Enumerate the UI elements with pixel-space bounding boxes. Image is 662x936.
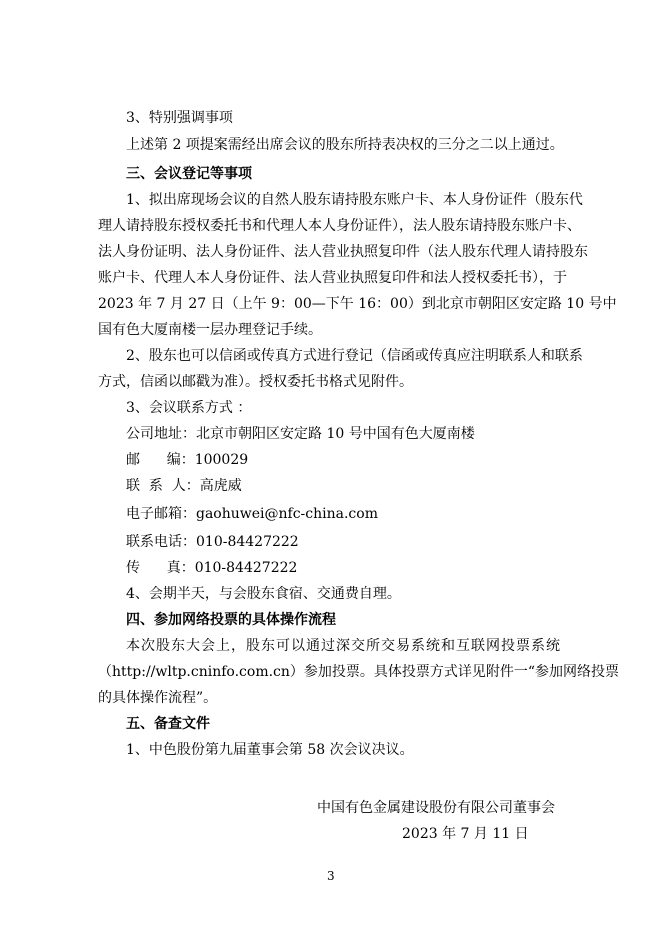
signature-company: 中国有色金属建设股份有限公司董事会: [317, 800, 555, 816]
contact-address: 公司地址：北京市朝阳区安定路 10 号中国有色大厦南楼: [126, 426, 475, 442]
reg-item1-line3: 法人身份证明、法人身份证件、法人营业执照复印件（法人股东代理人请持股东: [98, 244, 588, 260]
contact-title: 3、会议联系方式 ：: [126, 400, 252, 416]
page-number: 3: [327, 869, 335, 883]
contact-person: 联 系 人：高虎威: [126, 478, 242, 494]
signature-date: 2023 年 7 月 11 日: [402, 826, 529, 842]
contact-fax: 传 真：010-84427222: [126, 560, 298, 576]
reg-item2-line2: 方式，信函以邮戳为准）。授权委托书格式见附件。: [98, 374, 413, 390]
reg-item1-line5: 2023 年 7 月 27 日（上午 9：00—下午 16：00）到北京市朝阳区安定路 10 号中: [98, 296, 617, 312]
special-notice-title: 3、特别强调事项: [126, 110, 233, 126]
special-notice-text: 上述第 2 项提案需经出席会议的股东所持表决权的三分之二以上通过。: [126, 137, 564, 153]
contact-phone: 联系电话：010-84427222: [126, 534, 299, 550]
contact-email: 电子邮箱：gaohuwei@nfc-china.com: [126, 506, 378, 522]
contact-zip: 邮 编：100029: [126, 452, 249, 468]
reg-item1-line6: 国有色大厦南楼一层办理登记手续。: [98, 322, 322, 338]
voting-line1: 本次股东大会上，股东可以通过深交所交易系统和互联网投票系统: [126, 638, 560, 654]
reg-item4: 4、会期半天，与会股东食宿、交通费自理。: [126, 586, 401, 602]
voting-line3: 的具体操作流程”。: [98, 690, 218, 706]
reg-item1-line2: 理人请持股东授权委托书和代理人本人身份证件），法人股东请持股东账户卡、: [98, 218, 581, 234]
voting-line2: （http://wltp.cninfo.com.cn）参加投票。具体投票方式详见附件一“参加网络投票: [98, 664, 620, 680]
section3-heading: 三、会议登记等事项: [126, 166, 252, 182]
section4-heading: 四、参加网络投票的具体操作流程: [126, 612, 336, 628]
reg-item2-line1: 2、股东也可以信函或传真方式进行登记（信函或传真应注明联系人和联系: [126, 348, 583, 364]
reg-item1-line4: 账户卡、代理人本人身份证件、法人营业执照复印件和法人授权委托书），于: [98, 270, 567, 286]
reg-item1-line1: 1、拟出席现场会议的自然人股东请持股东账户卡、本人身份证件（股东代: [126, 192, 583, 208]
section5-heading: 五、备查文件: [126, 716, 210, 732]
section5-item1: 1、中色股份第九届董事会第 58 次会议决议。: [126, 742, 414, 758]
